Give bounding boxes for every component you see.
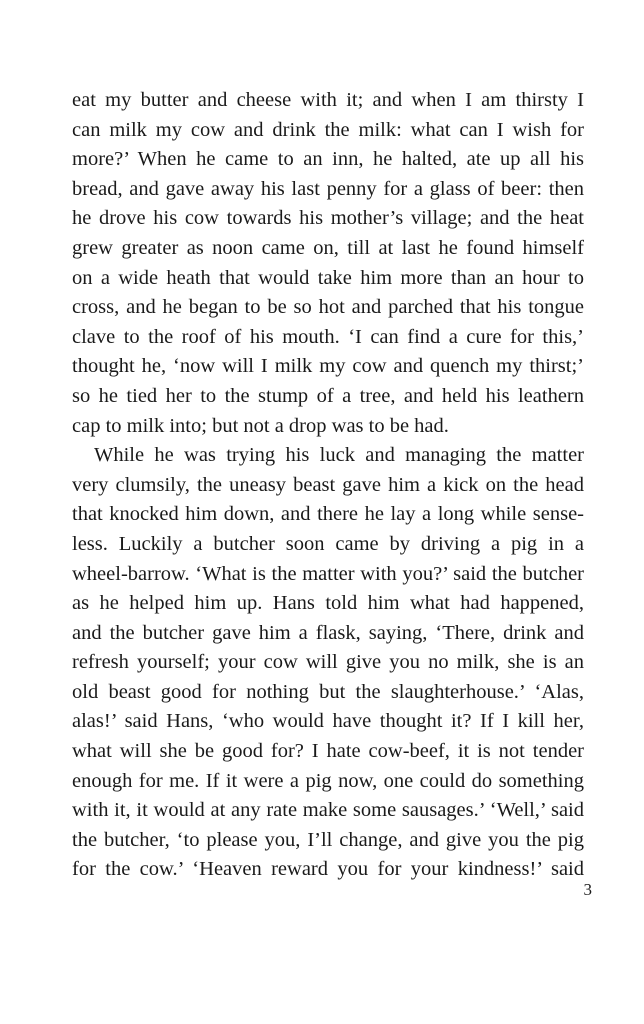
paragraph-1 — [72, 86, 584, 441]
text-line: on a wide heath that would take him more than an hour to — [72, 266, 584, 289]
text-line: what will she be good for? I hate cow-beef, it is not tender — [72, 740, 584, 763]
text-line: with it, it would at any rate make some sausages.’ ‘Well,’ said — [72, 799, 584, 822]
text-line: for the cow.’ ‘Heaven reward you for your kindness!’ said — [72, 858, 584, 881]
text-line: and the butcher gave him a flask, saying, ‘There, drink and — [72, 621, 584, 644]
text-line: old beast good for nothing but the slaughterhouse.’ ‘Alas, — [72, 680, 584, 703]
text-line: grew greater as noon came on, till at last he found himself — [72, 236, 584, 259]
text-line: more?’ When he came to an inn, he halted, ate up all his — [72, 148, 584, 171]
text-line: wheel-barrow. ‘What is the matter with you?’ said the butcher — [72, 562, 584, 585]
text-line: can milk my cow and drink the milk: what can I wish for — [72, 118, 584, 141]
text-line: While he was trying his luck and managing the matter — [94, 444, 584, 467]
text-line: he drove his cow towards his mother’s village; and the heat — [72, 207, 584, 230]
body-text — [72, 86, 584, 885]
text-line: cross, and he began to be so hot and parched that his tongue — [72, 296, 584, 319]
text-line: as he helped him up. Hans told him what had happened, — [72, 592, 584, 615]
text-line: enough for me. If it were a pig now, one could do something — [72, 769, 584, 792]
text-line: the butcher, ‘to please you, I’ll change, and give you the pig — [72, 828, 584, 851]
paragraph-2 — [72, 441, 584, 885]
text-line: cap to milk into; but not a drop was to be had. — [72, 414, 449, 437]
text-line: that knocked him down, and there he lay a long while sense- — [72, 503, 584, 526]
text-line: clave to the roof of his mouth. ‘I can find a cure for this,’ — [72, 325, 584, 348]
text-line: less. Luckily a butcher soon came by driving a pig in a — [72, 532, 584, 555]
text-line: thought he, ‘now will I milk my cow and quench my thirst;’ — [72, 355, 584, 378]
text-line: refresh yourself; your cow will give you no milk, she is an — [72, 651, 584, 674]
text-line: so he tied her to the stump of a tree, and held his leathern — [72, 384, 584, 407]
text-line: bread, and gave away his last penny for a glass of beer: then — [72, 177, 584, 200]
text-line: alas!’ said Hans, ‘who would have thought it? If I kill her, — [72, 710, 584, 733]
text-line: eat my butter and cheese with it; and when I am thirsty I — [72, 89, 584, 111]
page-number: 3 — [583, 880, 592, 899]
text-line: very clumsily, the uneasy beast gave him a kick on the head — [72, 473, 584, 496]
